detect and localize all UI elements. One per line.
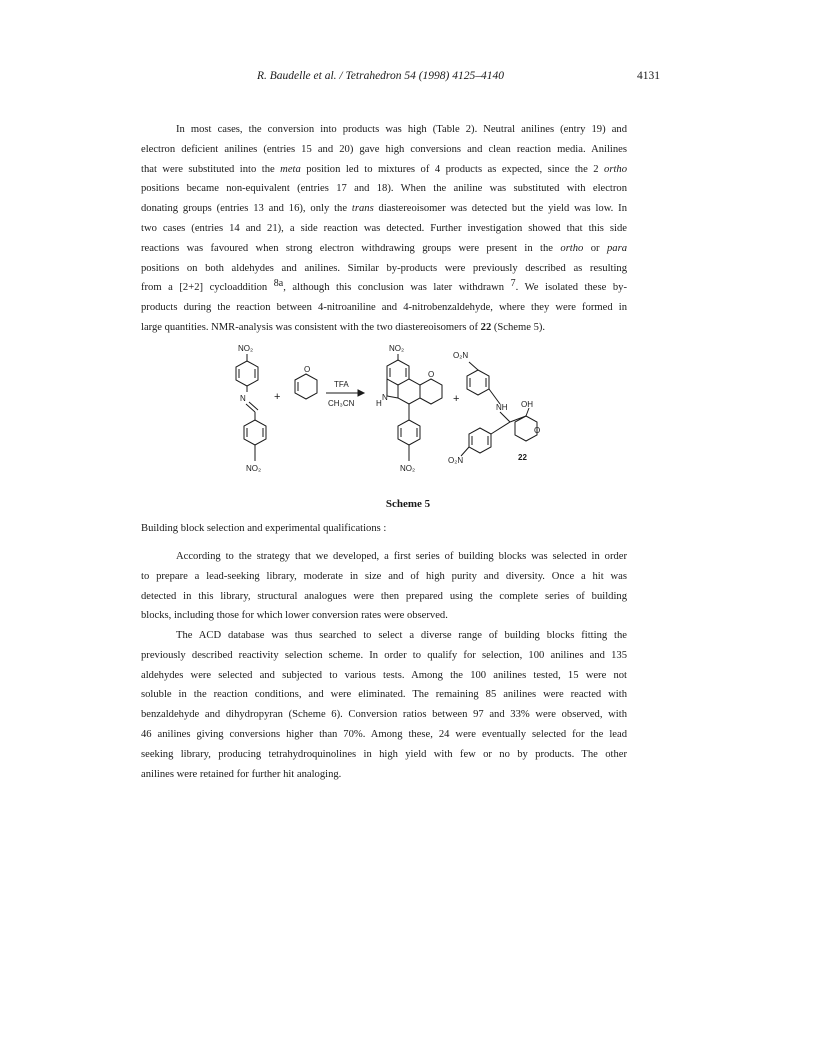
scheme-5-figure xyxy=(188,340,568,490)
text-run: position led to mixtures of 4 products as expected, since the 2 xyxy=(300,163,605,175)
text-line: The ACD database was thus searched to select a diverse range of building blocks fitting the xyxy=(176,630,627,641)
text-line: aldehydes were selected and subjected to various tests. Among the 100 anilines tested, 15 were not xyxy=(141,669,627,681)
scheme-caption: Scheme 5 xyxy=(385,498,431,510)
text-line xyxy=(141,259,627,279)
text-run: Building block selection and experimental qualifications : xyxy=(141,523,387,534)
text-run: diastereoisomer was detected but the yield was low. In xyxy=(373,203,627,215)
paragraph-strategy xyxy=(141,547,627,626)
text-line xyxy=(141,519,627,539)
italic-term-ortho: ortho xyxy=(604,163,627,175)
nitrogen-label: N xyxy=(382,393,388,402)
plus-sign: + xyxy=(274,391,281,403)
text-run: or xyxy=(583,242,607,254)
nitro-label: O₂N xyxy=(453,351,469,360)
oxygen-label: O xyxy=(428,370,435,379)
text-line: According to the strategy that we developed, a first series of building blocks was selected in order xyxy=(176,551,627,562)
text-line xyxy=(141,160,627,180)
nitro-label: NO₂ xyxy=(238,344,254,353)
nitro-label: NO₂ xyxy=(246,464,262,473)
text-line xyxy=(141,318,627,338)
reference-superscript: 8a xyxy=(273,278,284,290)
text-line xyxy=(141,179,627,199)
text-line: seeking library, producing tetrahydroquinolines in high yield with few or no by products. The other xyxy=(141,748,627,760)
text-line: 46 anilines giving conversions higher than 70%. Among these, 24 were eventually selected for the lead xyxy=(141,728,627,740)
text-line: detected in this library, structural analogues were then prepared using the complete series of building xyxy=(141,590,627,602)
text-line: anilines were retained for further hit analoging. xyxy=(141,768,342,780)
paragraph-conversion-results xyxy=(141,120,627,338)
plus-sign: + xyxy=(453,393,460,405)
nitro-label: O₂N xyxy=(448,456,464,465)
hydrogen-label: H xyxy=(376,399,382,408)
imine-nitrogen-label: N xyxy=(240,394,246,403)
text-run: large quantities. NMR-analysis was consistent with the two diastereoisomers of xyxy=(141,321,481,333)
oxygen-label: O xyxy=(304,365,311,374)
text-run: electron deficient anilines (entries 15 and 20) gave high conversions and clean reaction media. Anilines xyxy=(141,143,627,155)
paragraph-acd-database xyxy=(141,626,627,784)
amine-label: NH xyxy=(496,403,508,412)
italic-term-trans: trans xyxy=(351,203,374,215)
reaction-arrow xyxy=(326,390,364,396)
text-line xyxy=(141,140,627,160)
italic-term-meta: meta xyxy=(280,163,301,175)
dihydropyran-structure xyxy=(295,374,317,399)
italic-term-ortho: ortho xyxy=(560,242,584,254)
text-run: from a [2+2] cycloaddition xyxy=(141,282,274,294)
text-line xyxy=(141,278,627,298)
text-line: to prepare a lead-seeking library, moderate in size and of high purity and diversity. Once a hit was xyxy=(141,570,627,582)
italic-term-para: para xyxy=(606,242,627,254)
page-header xyxy=(0,70,816,86)
text-line xyxy=(141,219,627,239)
imine-structure xyxy=(236,354,266,461)
text-line xyxy=(141,298,627,318)
text-line: blocks, including those for which lower conversion rates were observed. xyxy=(141,610,448,622)
hydroxyl-label: OH xyxy=(521,400,533,409)
text-run: reactions was favoured when strong electron withdrawing groups were present in the xyxy=(141,242,561,254)
reaction-scheme-drawing xyxy=(188,340,568,490)
reagent-label: TFA xyxy=(334,380,349,389)
reference-superscript: 7 xyxy=(510,278,516,290)
text-run: , although this conclusion was later withdrawn xyxy=(283,282,511,294)
text-line: soluble in the reaction conditions, and were eliminated. The remaining 85 anilines were reacted with xyxy=(141,689,627,701)
text-line xyxy=(141,239,627,259)
compound-label: 22 xyxy=(518,453,527,462)
page-number: 4131 xyxy=(637,70,660,82)
oxygen-label: O xyxy=(534,426,541,435)
text-run: positions on both aldehydes and anilines. Similar by-products were previously described as resulting xyxy=(141,262,627,274)
text-run: donating groups (entries 13 and 16), only the xyxy=(141,203,352,215)
text-run: two cases (entries 14 and 21), a side reaction was detected. Further investigation showed that this side xyxy=(141,222,627,234)
nitro-label: NO₂ xyxy=(389,344,405,353)
section-heading xyxy=(141,519,627,539)
text-run: In most cases, the conversion into products was high (Table 2). Neutral anilines (entry 19) and xyxy=(176,124,627,135)
running-head: R. Baudelle et al. / Tetrahedron 54 (1998) 4125–4140 xyxy=(257,70,505,82)
text-line: benzaldehyde and dihydropyran (Scheme 6). Conversion ratios between 97 and 33% were observed, with xyxy=(141,709,627,721)
text-run: that were substituted into the xyxy=(141,163,281,175)
text-run: . We isolated these by- xyxy=(515,282,627,294)
text-run: (Scheme 5). xyxy=(491,321,546,333)
nitro-label: NO₂ xyxy=(400,464,416,473)
text-run: products during the reaction between 4-nitroaniline and 4-nitrobenzaldehyde, where they were formed in xyxy=(141,302,627,314)
compound-number: 22 xyxy=(480,321,492,333)
text-line: previously described reactivity selection scheme. In order to qualify for selection, 100 anilines and 135 xyxy=(141,649,627,661)
text-run: positions became non-equivalent (entries 17 and 18). When the aniline was substituted with electron xyxy=(141,183,627,195)
solvent-label: CH₃CN xyxy=(328,399,355,408)
text-line xyxy=(141,199,627,219)
text-line xyxy=(141,120,627,140)
